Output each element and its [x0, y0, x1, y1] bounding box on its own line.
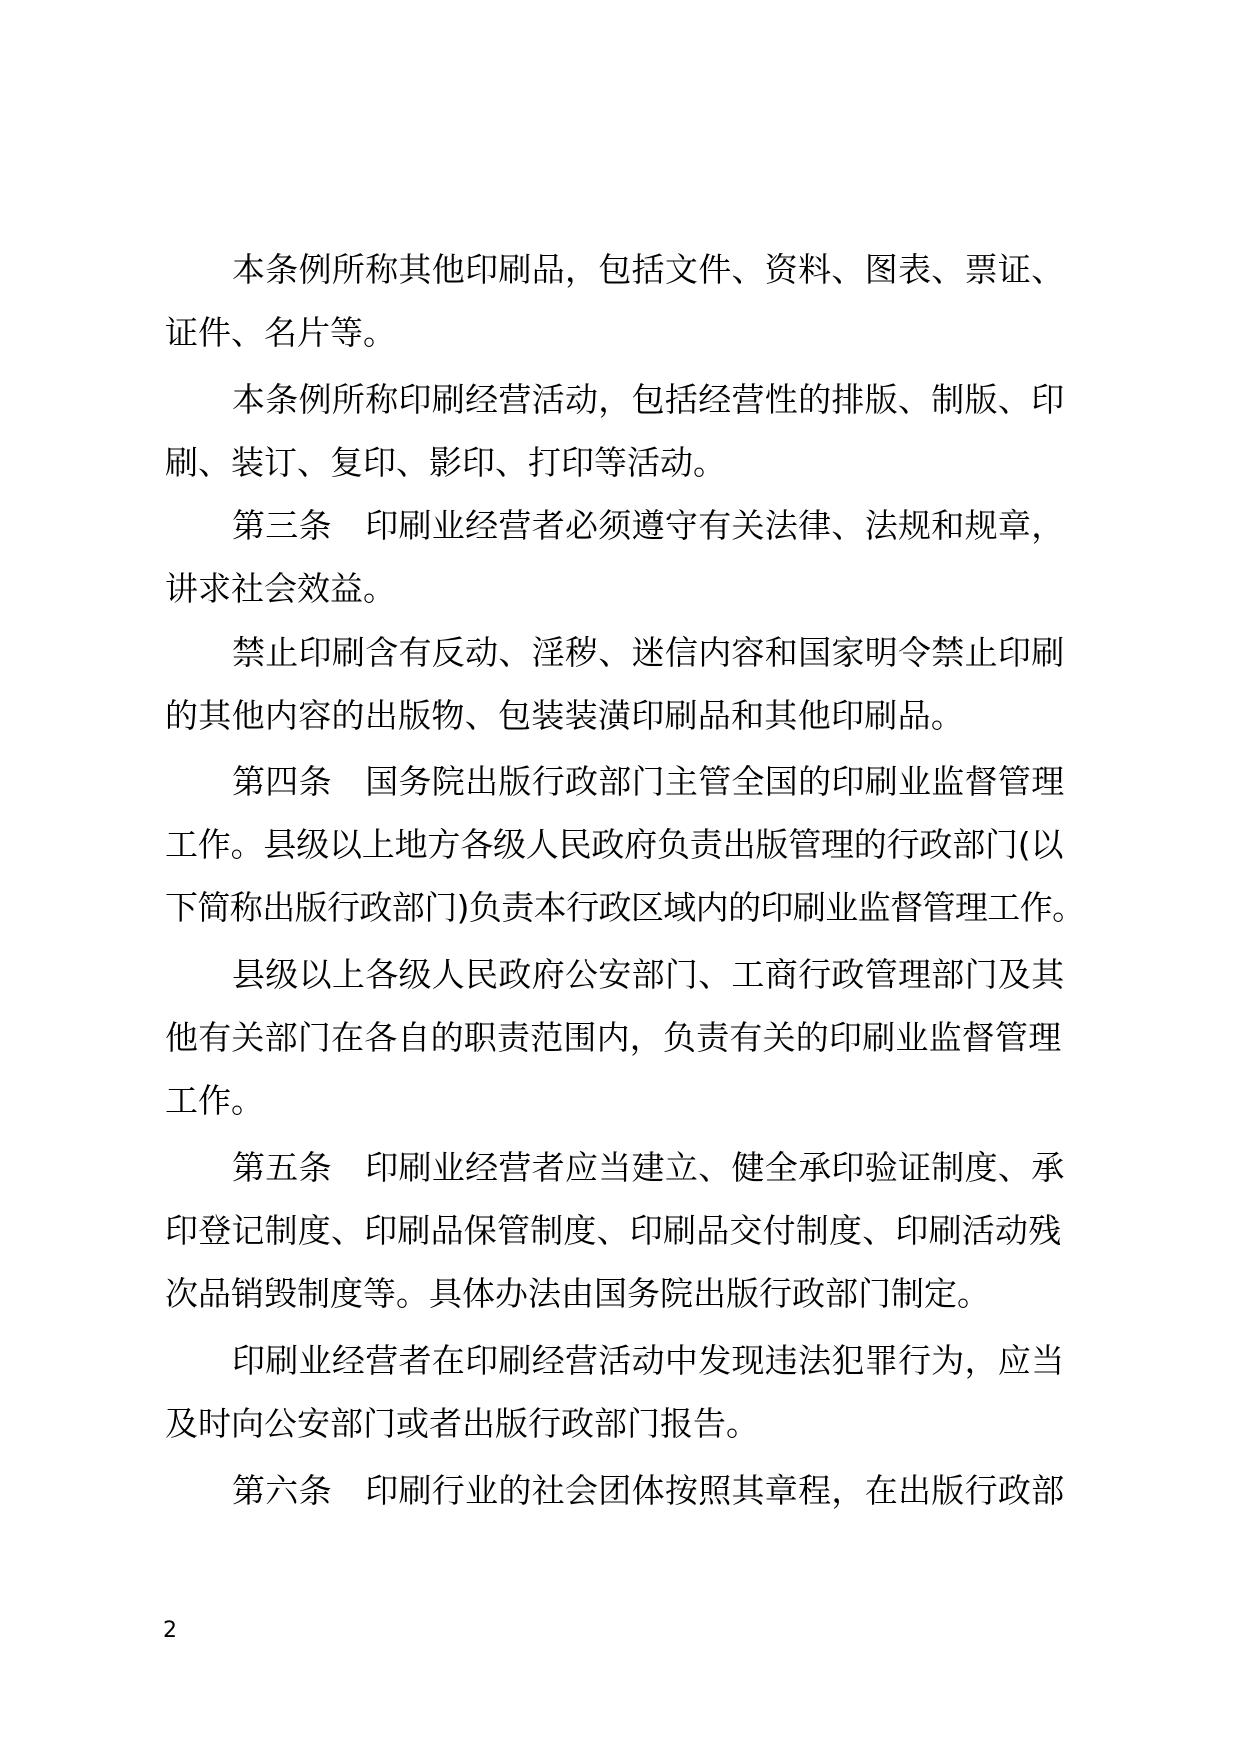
text-line: 第四条 国务院出版行政部门主管全国的印刷业监督管理 — [232, 762, 1065, 801]
text-line: 及时向公安部门或者出版行政部门报告。 — [165, 1404, 759, 1443]
text-line: 的其他内容的出版物、包装装潢印刷品和其他印刷品。 — [165, 696, 965, 735]
text-line: 禁止印刷含有反动、淫秽、迷信内容和国家明令禁止印刷 — [232, 633, 1065, 672]
text-line: 印刷业经营者在印刷经营活动中发现违法犯罪行为，应当 — [232, 1341, 1065, 1380]
text-line: 下简称出版行政部门)负责本行政区域内的印刷业监督管理工作。 — [165, 888, 1085, 927]
text-line: 本条例所称其他印刷品，包括文件、资料、图表、票证、 — [232, 250, 1065, 289]
text-line: 工作。县级以上地方各级人民政府负责出版管理的行政部门(以 — [165, 825, 1064, 864]
text-line: 第五条 印刷业经营者应当建立、健全承印验证制度、承 — [232, 1148, 1065, 1187]
text-line: 次品销毁制度等。具体办法由国务院出版行政部门制定。 — [165, 1274, 990, 1313]
text-line: 本条例所称印刷经营活动，包括经营性的排版、制版、印 — [232, 380, 1065, 419]
text-line: 他有关部门在各自的职责范围内，负责有关的印刷业监督管理 — [165, 1018, 1062, 1057]
text-line: 证件、名片等。 — [165, 313, 396, 352]
text-line: 印登记制度、印刷品保管制度、印刷品交付制度、印刷活动残 — [165, 1211, 1062, 1250]
text-line: 讲求社会效益。 — [165, 569, 396, 608]
text-line: 工作。 — [165, 1081, 264, 1120]
text-line: 第六条 印刷行业的社会团体按照其章程，在出版行政部 — [232, 1471, 1065, 1510]
text-line: 县级以上各级人民政府公安部门、工商行政管理部门及其 — [232, 955, 1065, 994]
page-number: 2 — [163, 1618, 177, 1643]
text-line: 刷、装订、复印、影印、打印等活动。 — [165, 443, 726, 482]
text-line: 第三条 印刷业经营者必须遵守有关法律、法规和规章， — [232, 506, 1065, 545]
